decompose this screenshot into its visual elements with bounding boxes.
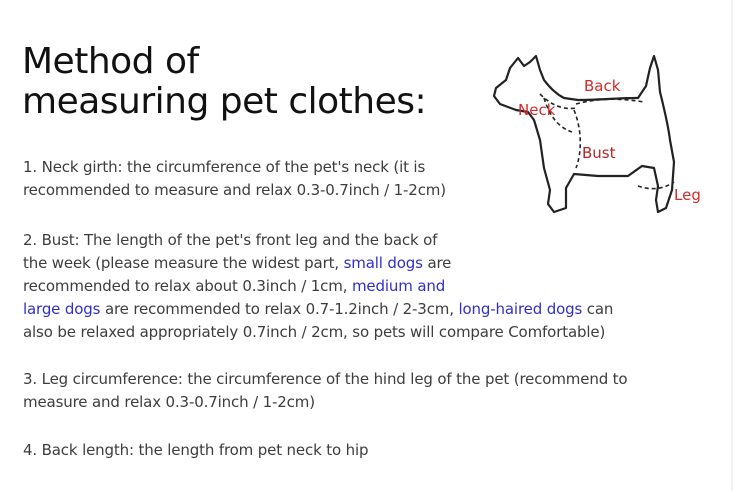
bust-line-2-text: the week (please measure the widest part,	[23, 254, 344, 272]
neck-line-2: recommended to measure and relax 0.3-0.7inch / 1-2cm)	[23, 181, 446, 199]
title-line-1: Method of	[22, 41, 199, 82]
bust-line-4-text: are recommended to relax 0.7-1.2inch / 2-3cm,	[100, 300, 459, 318]
bust-line-4	[23, 298, 683, 321]
bust-line-1: 2. Bust: The length of the pet's front leg and the back of	[23, 231, 438, 249]
highlight-large-dogs: large dogs	[23, 300, 101, 318]
page-title	[22, 42, 492, 122]
label-neck: Neck	[518, 101, 556, 119]
bust-paragraph	[23, 229, 683, 344]
bust-line-3	[23, 275, 683, 298]
highlight-long-haired-dogs: long-haired dogs	[458, 300, 583, 318]
highlight-medium-and: medium and	[351, 277, 446, 295]
dog-measurement-diagram	[478, 40, 718, 220]
bust-line-2	[23, 252, 683, 275]
bust-line-4-end: can	[582, 300, 614, 318]
neck-girth-paragraph	[23, 156, 493, 202]
back-line-1: 4. Back length: the length from pet neck to hip	[23, 441, 369, 459]
label-back: Back	[584, 77, 621, 95]
highlight-small-dogs: small dogs	[343, 254, 423, 272]
neck-line-1: 1. Neck girth: the circumference of the pet's neck (it is	[23, 158, 426, 176]
bust-line-5: also be relaxed appropriately 0.7inch / 2cm, so pets will compare Comfortable)	[23, 323, 606, 341]
bust-measure-line	[574, 110, 580, 168]
leg-measure-line	[638, 182, 674, 189]
bust-line-2-end: are	[422, 254, 452, 272]
title-line-2: measuring pet clothes:	[22, 81, 427, 122]
bust-line-3-text: recommended to relax about 0.3inch / 1cm,	[23, 277, 352, 295]
label-bust: Bust	[582, 144, 616, 162]
label-leg: Leg	[674, 186, 701, 204]
back-length-paragraph	[23, 439, 683, 462]
leg-line-1: 3. Leg circumference: the circumference of the hind leg of the pet (recommend to	[23, 370, 628, 388]
leg-circumference-paragraph	[23, 368, 683, 414]
leg-line-2: measure and relax 0.3-0.7inch / 1-2cm)	[23, 393, 315, 411]
